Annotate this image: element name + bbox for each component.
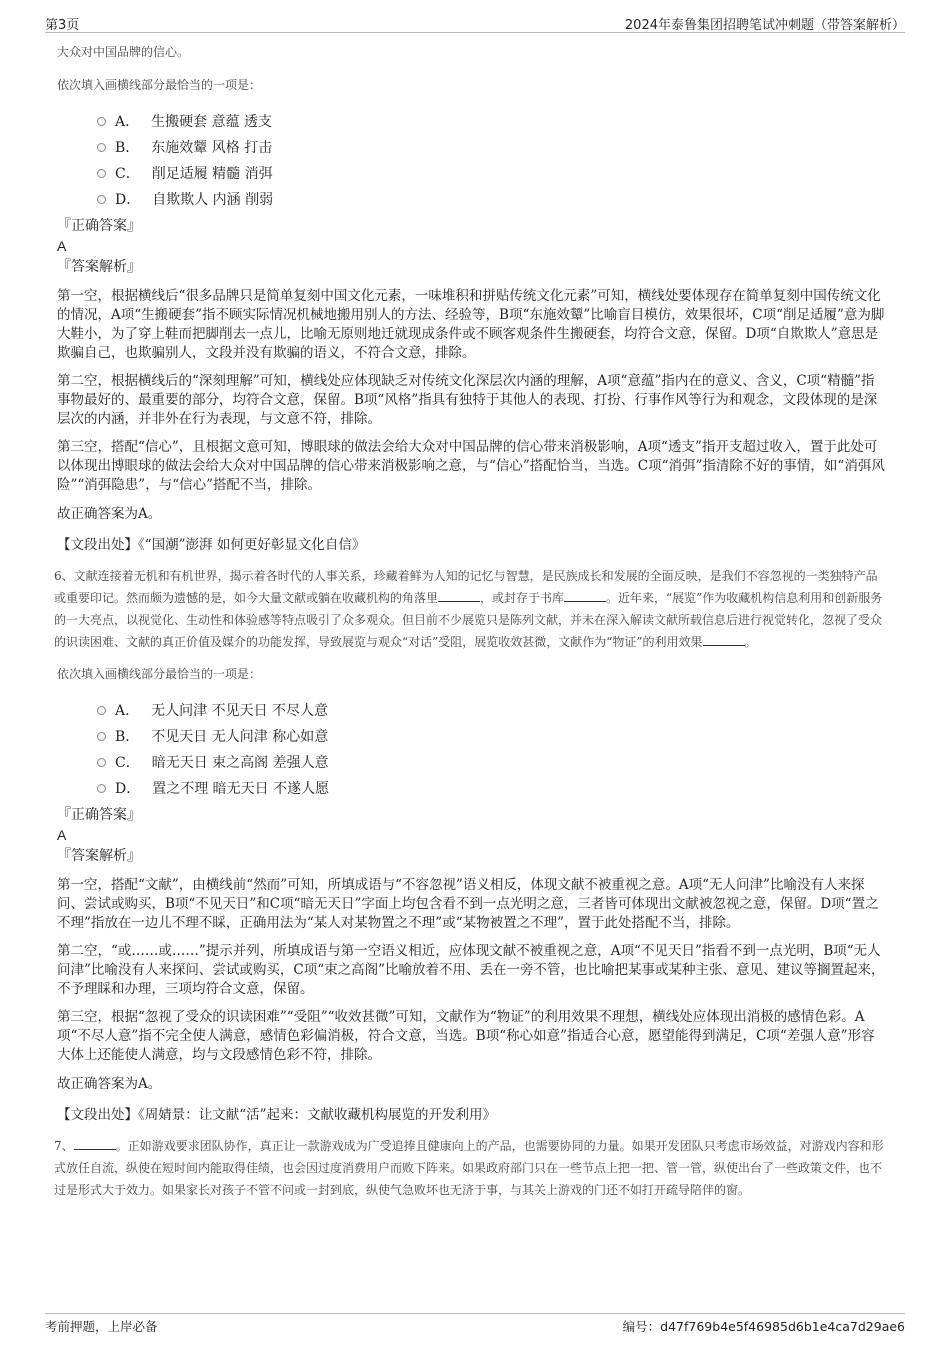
q5-conclusion: 故正确答案为A。	[57, 506, 162, 522]
q6-analysis-3: 第三空，根据“忽视了受众的识读困难”“受阻”“收效甚微”可知，文献作为“物证”的利用效果不理想，横线处应体现出消极的感情色彩。A项“不尽人意”指不完全使人满意，感情色彩偏消极，符合文意，当选。B项“称心如意”指适合心意，愿望能得到满足，C项“差强人意”形容大体上还能使人满意，均与文段感情色彩不符，排除。	[57, 1009, 875, 1063]
q6-stem: 6、文献连接着无机和有机世界，揭示着各时代的人事关系，珍藏着鲜为人知的记忆与智慧，是民族成长和发展的全面反映，是我们不容忽视的一类独特产品或重要印记。然而颇为遗憾的是，如今大量文献或躺在收藏机构的角落里 ，或封存于书库 。近年来，“展览”作为收藏机构信息利用和创新服务的一大亮点，以视觉化、生动性和体验感等特点吸引了众多观众。但目前不少展览只是陈列文献，并未在深入解读文献所载信息后进行视觉转化，忽视了受众的识读困难、文献的真正价值及媒介的功能发挥，导致展览与观众“对话”受阻，展览收效甚微，文献作为“物证”的利用效果 。	[54, 569, 883, 649]
q5-source: 【文段出处】《“国潮”澎湃 如何更好彰显文化自信》	[57, 537, 366, 553]
q5-analysis-1: 第一空，根据横线后“很多品牌只是简单复刻中国文化元素，一味堆积和拼贴传统文化元素”可知，横线处要体现存在简单复刻中国传统文化的情况，A项“生搬硬套”指不顾实际情况机械地搬用别人的方法、经验等，B项“东施效颦”比喻盲目模仿，效果很坏，C项“削足适履”意为脚大鞋小，为了穿上鞋而把脚削去一点儿，比喻无原则地迁就现成条件或不顾客观条件生搬硬套，均符合文意，保留。D项“自欺欺人”意思是欺骗自己，也欺骗别人，文段并没有欺骗的语义，不符合文意，排除。	[57, 288, 885, 361]
option-letter: D．	[115, 781, 141, 797]
q6-options	[97, 697, 887, 801]
option-text: 东施效颦 风格 打击	[151, 140, 273, 156]
q6-option-c[interactable]	[97, 749, 887, 775]
q5-analysis-label: 『答案解析』	[57, 259, 141, 275]
footer-slogan: 考前押题，上岸必备	[45, 1319, 158, 1334]
option-text: 不见天日 无人问津 称心如意	[151, 729, 329, 745]
option-text: 生搬硬套 意蕴 透支	[151, 114, 273, 130]
q6-prompt: 依次填入画横线部分最恰当的一项是：	[57, 667, 262, 681]
q6-analysis-2: 第二空，“或……或……”提示并列，所填成语与第一空语义相近，应体现文献不被重视之意，A项“不见天日”指看不到一点光明，B项“无人问津”比喻没有人来探问、尝试或购买，C项“束之高阁”比喻放着不用、丢在一旁不管，也比喻把某事或某种主张、意见、建议等搁置起来，不予理睬和办理，三项均符合文意，保留。	[57, 943, 885, 997]
page-footer	[45, 1313, 905, 1334]
q6-option-d[interactable]	[97, 775, 887, 801]
radio-icon[interactable]	[97, 143, 106, 152]
q5-analysis-2: 第二空，根据横线后的“深刻理解”可知，横线处应体现缺乏对传统文化深层次内涵的理解，A项“意蕴”指内在的意义、含义，C项“精髓”指事物最好的、最重要的部分，均符合文意，保留。B项“风格”指具有独特于其他人的表现、打扮、行事作风等行为和观念，文段体现的是深层次的内涵，并非外在行为表现，与文意不符，排除。	[57, 373, 878, 427]
q6-option-a[interactable]	[97, 697, 887, 723]
option-letter: C．	[115, 166, 140, 182]
option-text: 削足适履 精髓 消弭	[151, 166, 273, 182]
q7-blank	[74, 1137, 116, 1150]
q6-blank-1	[438, 589, 480, 602]
q5-stem-tail: 大众对中国品牌的信心。	[57, 45, 190, 59]
option-letter: A．	[115, 703, 140, 719]
q5-answer: A	[57, 238, 67, 254]
radio-icon[interactable]	[97, 706, 106, 715]
q6-answer-label: 『正确答案』	[57, 807, 141, 823]
page-number: 第3页	[45, 18, 80, 33]
document-body	[54, 44, 887, 1201]
q6-answer: A	[57, 827, 67, 843]
q7-number: 7、	[54, 1139, 74, 1153]
q5-prompt: 依次填入画横线部分最恰当的一项是：	[57, 78, 262, 92]
q6-analysis-label: 『答案解析』	[57, 848, 141, 864]
option-letter: D．	[115, 192, 141, 208]
q6-blank-3	[703, 633, 745, 646]
option-letter: A．	[115, 114, 140, 130]
option-text: 置之不理 暗无天日 不遂人愿	[152, 781, 330, 797]
q6-blank-2	[564, 589, 606, 602]
option-text: 暗无天日 束之高阁 差强人意	[151, 755, 329, 771]
radio-icon[interactable]	[97, 758, 106, 767]
option-text: 自欺欺人 内涵 削弱	[152, 192, 274, 208]
radio-icon[interactable]	[97, 784, 106, 793]
q6-analysis-1: 第一空，搭配“文献”，由横线前“然而”可知，所填成语与“不容忽视”语义相反，体现文献不被重视之意。A项“无人问津”比喻没有人来探问、尝试或购买，B项“不见天日”和C项“暗无天日”字面上均包含看不到一点光明之意，三者皆可体现出文献被忽视之意，保留。D项“置之不理”指放在一边儿不理不睬，正确用法为“某人对某物置之不理”或“某物被置之不理”，置于此处搭配不当，排除。	[57, 877, 879, 931]
q5-answer-label: 『正确答案』	[57, 218, 141, 234]
radio-icon[interactable]	[97, 117, 106, 126]
page-header	[45, 14, 905, 33]
q5-option-b[interactable]	[97, 134, 887, 160]
q6-number: 6、	[54, 569, 74, 583]
document-code: 编号：d47f769b4e5f46985d6b1e4ca7d29ae6	[622, 1319, 905, 1334]
option-letter: B．	[115, 140, 140, 156]
q5-option-a[interactable]	[97, 108, 887, 134]
q6-conclusion: 故正确答案为A。	[57, 1076, 162, 1092]
option-text: 无人问津 不见天日 不尽人意	[151, 703, 329, 719]
radio-icon[interactable]	[97, 169, 106, 178]
q6-option-b[interactable]	[97, 723, 887, 749]
q5-analysis-3: 第三空，搭配“信心”，且根据文意可知，博眼球的做法会给大众对中国品牌的信心带来消极影响，A项“透支”指开支超过收入，置于此处可以体现出博眼球的做法会给大众对中国品牌的信心带来消极影响之意，与“信心”搭配恰当，当选。C项“消弭”指清除不好的事情，如“消弭风险”“消弭隐患”，与“信心”搭配不当，排除。	[57, 439, 885, 493]
q7-stem: 7、 。正如游戏要求团队协作，真正让一款游戏成为广受追捧且健康向上的产品，也需要协同的力量。如果开发团队只考虑市场效益，对游戏内容和形式放任自流，纵使在短时间内能取得佳绩，也会因过度消费用户而败下阵来。如果政府部门只在一些节点上把一把、管一管，纵使出台了一些政策文件，也不过是形式大于效力。如果家长对孩子不管不问或一封到底，纵使气急败坏也无济于事，与其关上游戏的门还不如打开疏导陪伴的窗。	[54, 1139, 884, 1197]
q5-option-c[interactable]	[97, 160, 887, 186]
document-title: 2024年泰鲁集团招聘笔试冲刺题（带答案解析）	[624, 18, 905, 33]
q5-option-d[interactable]	[97, 186, 887, 212]
q6-source: 【文段出处】《周婧景：让文献“活”起来：文献收藏机构展览的开发利用》	[57, 1107, 497, 1123]
radio-icon[interactable]	[97, 732, 106, 741]
q5-options	[97, 108, 887, 212]
option-letter: C．	[115, 755, 140, 771]
radio-icon[interactable]	[97, 195, 106, 204]
option-letter: B．	[115, 729, 140, 745]
